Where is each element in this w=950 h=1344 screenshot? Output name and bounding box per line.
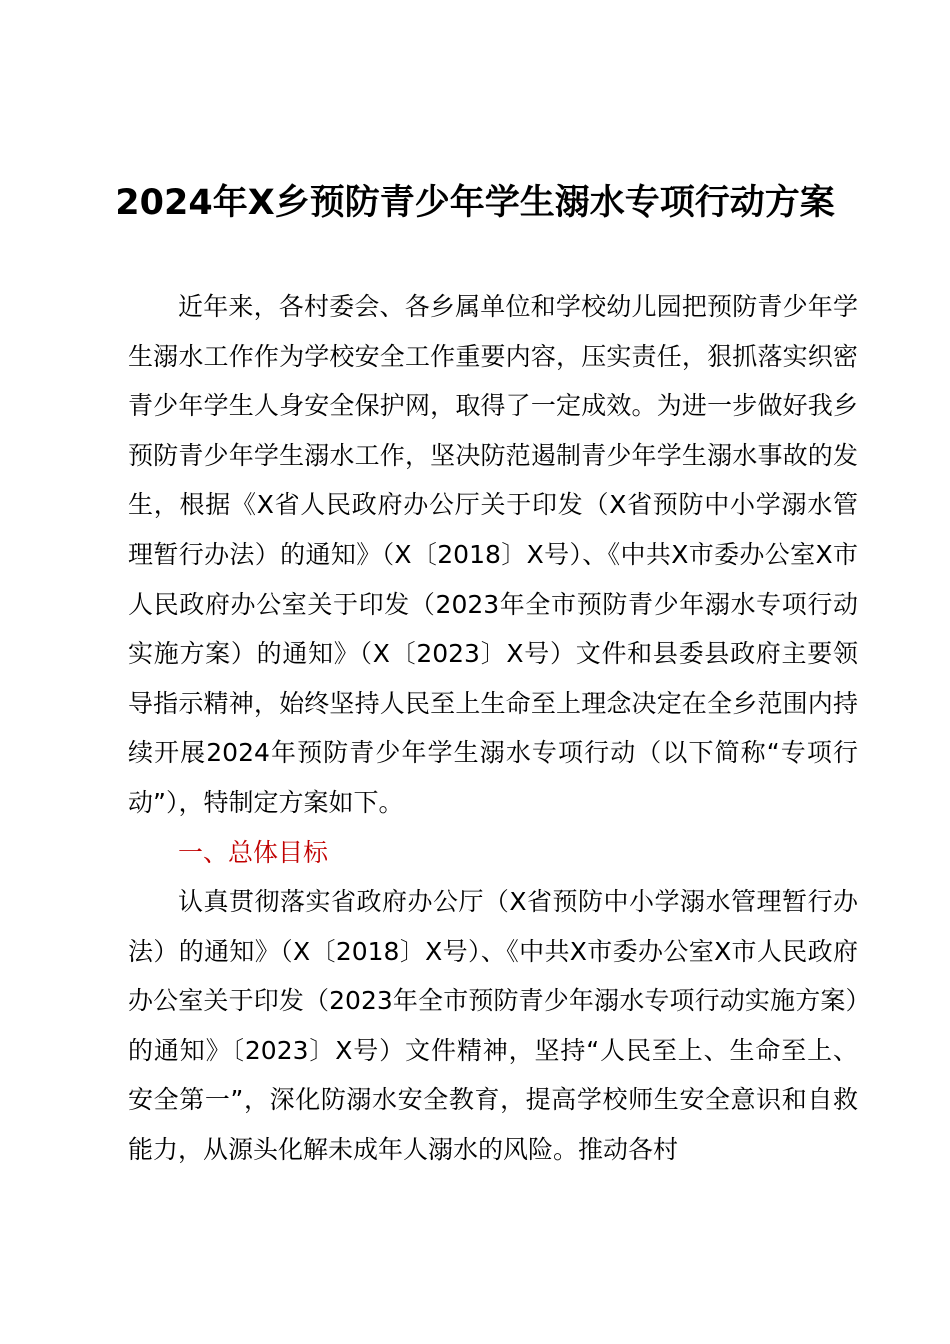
intro-paragraph: 近年来，各村委会、各乡属单位和学校幼儿园把预防青少年学生溺水工作作为学校安全工作重要内容，压实责任，狠抓落实织密青少年学生人身安全保护网，取得了一定成效。为进一步做好我乡预防青少年学生溺水工作，坚决防范遏制青少年学生溺水事故的发生，根据《X省人民政府办公厅关于印发（X省预防中小学溺水管理暂行办法）的通知》（X〔2018〕X号）、《中共X市委办公室X市人民政府办公室关于印发（2023年全市预防青少年溺水专项行动实施方案）的通知》（X〔2023〕X号）文件和县委县政府主要领导指示精神，始终坚持人民至上生命至上理念决定在全乡范围内持续开展2024年预防青少年学生溺水专项行动（以下简称“专项行动”），特制定方案如下。 bbox=[128, 292, 858, 817]
section-heading-overall-goal: 一、总体目标 bbox=[178, 838, 329, 867]
goal-paragraph: 认真贯彻落实省政府办公厅（X省预防中小学溺水管理暂行办法）的通知》（X〔2018〕X号）、《中共X市委办公室X市人民政府办公室关于印发（2023年全市预防青少年溺水专项行动实施方案）的通知》〔2023〕X号）文件精神，坚持“人民至上、生命至上、安全第一”，深化防溺水安全教育，提高学校师生安全意识和自救能力，从源头化解未成年人溺水的风险。推动各村 bbox=[128, 887, 858, 1164]
document-title: 2024年X乡预防青少年学生溺水专项行动方案 bbox=[115, 183, 835, 223]
